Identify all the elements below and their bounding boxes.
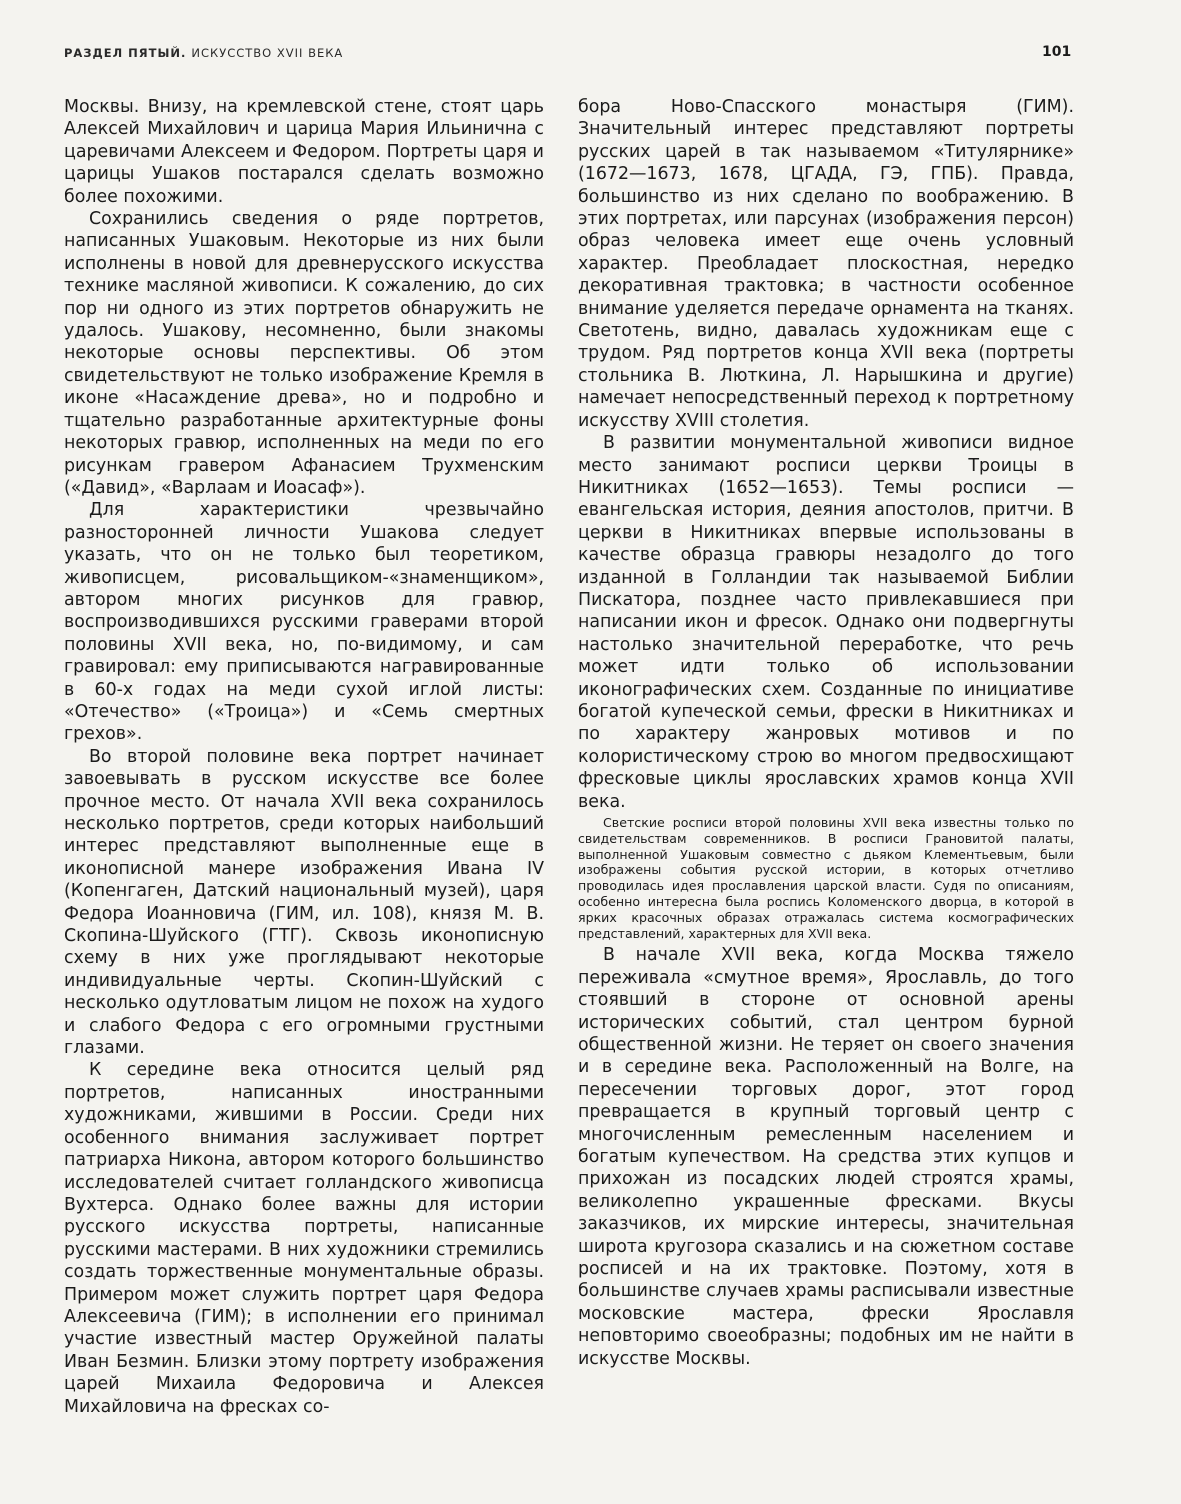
paragraph: В развитии монументальной живописи видное место занимают росписи церкви Троицы в Никитниках (1652—1653). Темы росписи — евангельская история, деяния апостолов, притчи. В церкви в Никитниках впервые использованы в качестве образца гравюры незадолго до того изданной в Голландии так называемой Библии Пискатора, позднее часто привлекавшиеся при написании икон и фресок. Однако они подвергнуты настолько значительной переработке, что речь может идти только об использовании иконографических схем. Созданные по инициативе богатой купеческой семьи, фрески в Никитниках и по характеру жанровых мотивов и по колористическому строю во многом предвосхищают фресковые циклы ярославских храмов конца XVII века. — [578, 433, 1074, 812]
section-title: РАЗДЕЛ ПЯТЫЙ. — [64, 46, 187, 60]
right-column — [578, 96, 1074, 1370]
paragraph: В начале XVII века, когда Москва тяжело переживала «смутное время», Ярославль, до того стоявший в стороне от основной арены исторических событий, стал центром бурной общественной жизни. Не теряет он своего значения и в середине века. Расположенный на Волге, на пересечении торговых дорог, этот город превращается в крупный торговый центр с многочисленным ремесленным населением и богатым купечеством. На средства этих купцов и прихожан из посадских людей строятся храмы, великолепно украшенные фресками. Вкусы заказчиков, их мирские интересы, значительная широта кругозора сказались и на сюжетном составе росписей и на их трактовке. Поэтому, хотя в большинстве случаев храмы расписывали известные московские мастера, фрески Ярославля неповторимо своеобразны; подобных им не найти в искусстве Москвы. — [578, 945, 1074, 1369]
small-print-note: Светские росписи второй половины XVII века известны только по свидетельствам современников. В росписи Грановитой палаты, выполненной Ушаковым совместно с дьяком Клементьевым, были изображены события русской истории, в которых отчетливо проводилась идея прославления царской власти. Судя по описаниям, особенно интересна была роспись Коломенского дворца, в которой в ярких красочных образах отражалась система космографических представлений, характерных для XVII века. — [578, 815, 1074, 941]
paragraph: К середине века относится целый ряд портретов, написанных иностранными художниками, жившими в России. Среди них особенного внимания заслуживает портрет патриарха Никона, автором которого большинство исследователей считает голландского живописца Вухтерса. Однако более важны для истории русского искусства портреты, написанные русскими мастерами. В них художники стремились создать торжественные монументальные образы. Примером может служить портрет царя Федора Алексеевича (ГИМ); в исполнении его принимал участие известный мастер Оружейной палаты Иван Безмин. Близки этому портрету изображения царей Михаила Федоровича и Алексея Михайловича на фресках со- — [64, 1060, 544, 1417]
paragraph-continuation: Москвы. Внизу, на кремлевской стене, стоят царь Алексей Михайлович и царица Мария Ильинична с царевичами Алексеем и Федором. Портреты царя и царицы Ушаков постарался сделать возможно более похожими. — [64, 97, 544, 207]
left-column — [64, 96, 544, 1418]
paragraph: Для характеристики чрезвычайно разносторонней личности Ушакова следует указать, что он не только был теоретиком, живописцем, рисовальщиком-«знаменщиком», автором многих рисунков для гравюр, воспроизводившихся русскими граверами второй половины XVII века, но, по-видимому, и сам гравировал: ему приписываются награвированные в 60-х годах на меди сухой иглой листы: «Отечество» («Троица») и «Семь смертных грехов». — [64, 500, 544, 745]
paragraph: Сохранились сведения о ряде портретов, написанных Ушаковым. Некоторые из них были исполнены в новой для древнерусского искусства технике масляной живописи. К сожалению, до сих пор ни одного из этих портретов обнаружить не удалось. Ушакову, несомненно, были знакомы некоторые основы перспективы. Об этом свидетельствуют не только изображение Кремля в иконе «Насаждение древа», но и подробно и тщательно разработанные архитектурные фоны некоторых гравюр, исполненных на меди по его рисункам гравером Афанасием Трухменским («Давид», «Варлаам и Иоасаф»). — [64, 209, 544, 498]
paragraph: Во второй половине века портрет начинает завоевывать в русском искусстве все более прочное место. От начала XVII века сохранилось несколько портретов, среди которых наибольший интерес представляют выполненные еще в иконописной манере изображения Ивана IV (Копенгаген, Датский национальный музей), царя Федора Иоанновича (ГИМ, ил. 108), князя М. В. Скопина-Шуйского (ГТГ). Сквозь иконописную схему в них уже проглядывают некоторые индивидуальные черты. Скопин-Шуйский с несколько одутловатым лицом не похож на худого и слабого Федора с его огромными грустными глазами. — [64, 746, 544, 1059]
section-subject: ИСКУССТВО XVII ВЕКА — [191, 46, 344, 60]
paragraph-continuation: бора Ново-Спасского монастыря (ГИМ). Значительный интерес представляют портреты русских царей в так называемом «Титулярнике» (1672—1673, 1678, ЦГАДА, ГЭ, ГПБ). Правда, большинство из них сделано по воображению. В этих портретах, или парсунах (изображения персон) образ человека имеет еще очень условный характер. Преобладает плоскостная, нередко декоративная трактовка; в частности особенное внимание уделяется передаче орнамента на тканях. Светотень, видно, давалась художникам еще с трудом. Ряд портретов конца XVII века (портреты стольника В. Люткина, Л. Нарышкина и другие) намечает непосредственный переход к портретному искусству XVIII столетия. — [578, 97, 1074, 431]
page-number: 101 — [1042, 44, 1072, 60]
running-head — [64, 46, 343, 60]
